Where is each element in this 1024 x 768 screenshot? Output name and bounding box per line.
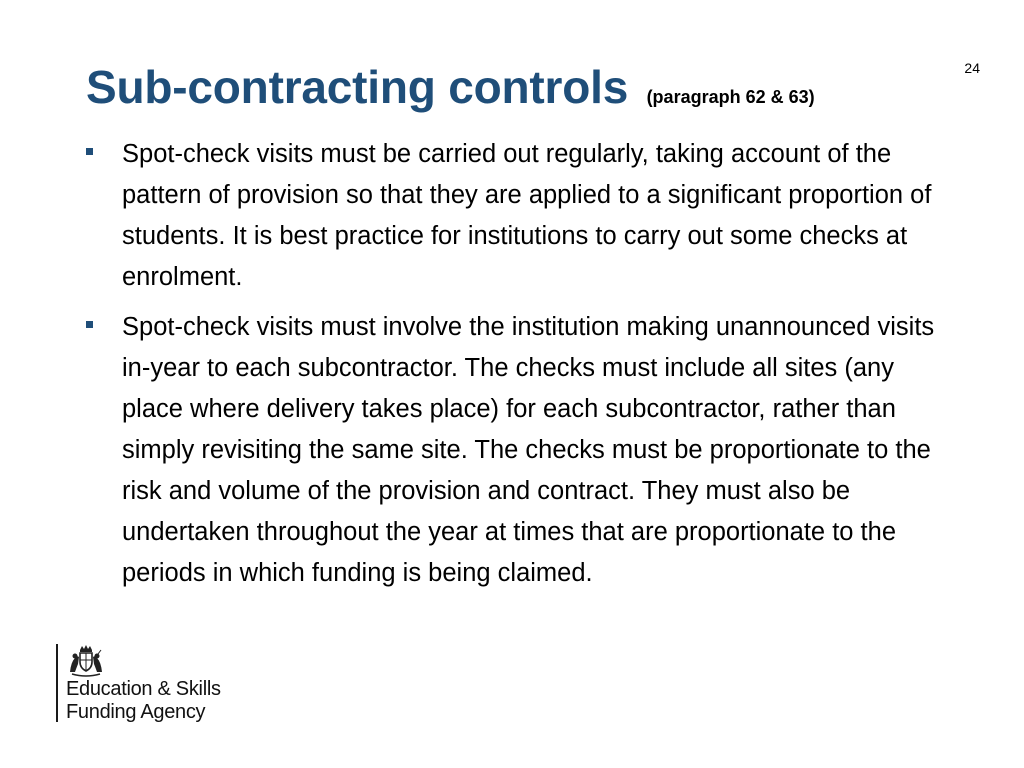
- square-bullet-icon: [86, 148, 93, 155]
- royal-crest-icon: [66, 644, 106, 678]
- bullet-item: [86, 134, 946, 298]
- slide-title: Sub-contracting controls: [86, 61, 629, 113]
- logo-line-2: Funding Agency: [66, 701, 206, 723]
- bullet-text: Spot-check visits must be carried out regularly, taking account of the pattern of provision so that they are applied to a significant proportion of students. It is best practice for institutions to carry out some checks at enrolment.: [122, 140, 932, 291]
- logo-line-1: Education & Skills: [66, 678, 221, 700]
- agency-logo: [56, 644, 221, 722]
- square-bullet-icon: [86, 321, 93, 328]
- bullet-text: Spot-check visits must involve the institution making unannounced visits in-year to each subcontractor. The checks must include all sites (any place where delivery takes place) for each subcontractor, rather than simply revisiting the same site. The checks must be proportionate to the risk and volume of the provision and contract. They must also be undertaken throughout the year at times that are proportionate to the periods in which funding is being claimed.: [122, 313, 935, 587]
- bullet-list: [86, 134, 946, 603]
- title-row: [86, 60, 964, 114]
- bullet-item: [86, 307, 946, 594]
- slide-subtitle: (paragraph 62 & 63): [646, 87, 815, 107]
- slide-number: 24: [964, 60, 980, 76]
